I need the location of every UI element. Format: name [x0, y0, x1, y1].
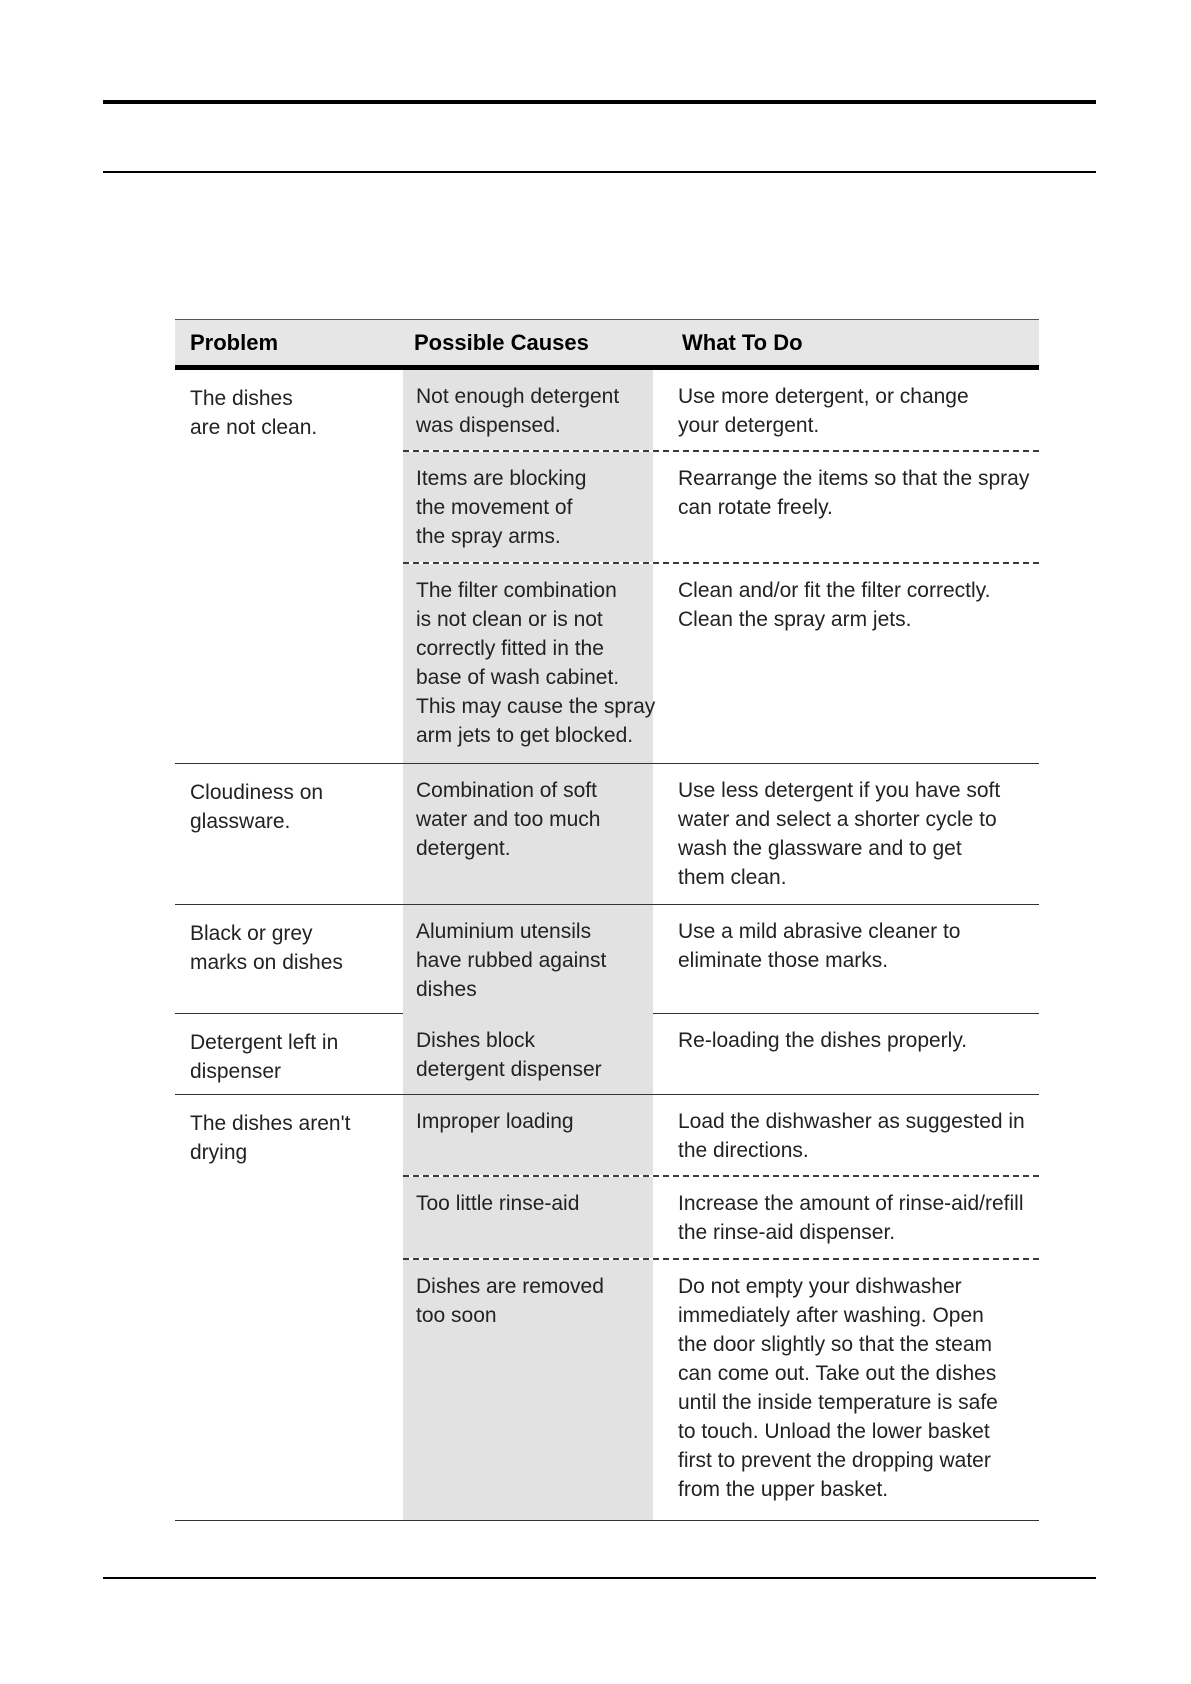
- header-possible-causes: Possible Causes: [414, 329, 589, 355]
- cause-text: water and too much: [416, 808, 601, 831]
- todo-cell: [653, 370, 1039, 450]
- todo-text: Clean and/or fit the filter correctly.: [678, 579, 991, 602]
- header-what-to-do: What To Do: [682, 329, 803, 355]
- problem-text: Black or grey: [190, 922, 313, 945]
- cause-text: is not clean or is not: [416, 608, 603, 631]
- todo-cell: [653, 1095, 1039, 1175]
- todo-text: Rearrange the items so that the spray: [678, 467, 1030, 490]
- todo-text: from the upper basket.: [678, 1478, 889, 1501]
- cause-text: detergent dispenser: [416, 1058, 602, 1081]
- cause-text: correctly fitted in the: [416, 637, 604, 660]
- todo-text: to touch. Unload the lower basket: [678, 1420, 990, 1443]
- cause-text: The filter combination: [416, 579, 617, 602]
- problem-text: The dishes: [190, 387, 293, 410]
- cause-cell: [403, 564, 656, 763]
- cause-cell: [403, 1095, 653, 1175]
- problem-cell: [175, 905, 403, 1013]
- table-row: [403, 1095, 1039, 1175]
- todo-text: eliminate those marks.: [678, 949, 889, 972]
- cause-text: Dishes block: [416, 1029, 536, 1052]
- problem-text: dispenser: [190, 1060, 282, 1083]
- problem-text: are not clean.: [190, 416, 318, 439]
- cause-text: the movement of: [416, 496, 573, 519]
- problem-text: glassware.: [190, 810, 291, 833]
- todo-cell: [653, 1177, 1039, 1258]
- todo-text: first to prevent the dropping water: [678, 1449, 991, 1472]
- cause-cell: [403, 1014, 653, 1094]
- todo-text: Use more detergent, or change: [678, 385, 969, 408]
- cause-text: have rubbed against: [416, 949, 607, 972]
- todo-text: until the inside temperature is safe: [678, 1391, 998, 1414]
- cause-cell: [403, 1177, 653, 1258]
- problem-group: [175, 370, 1039, 764]
- problem-cell: [175, 1095, 403, 1520]
- cause-text: the spray arms.: [416, 525, 561, 548]
- table-row: [403, 905, 1039, 1014]
- cause-text: dishes: [416, 978, 477, 1001]
- cause-text: too soon: [416, 1304, 497, 1327]
- problem-group: [175, 1014, 1039, 1095]
- todo-cell: [653, 452, 1039, 562]
- table-header: [175, 320, 1039, 370]
- cause-text: Dishes are removed: [416, 1275, 604, 1298]
- table-row: [403, 1258, 1039, 1520]
- cause-text: Too little rinse-aid: [416, 1192, 580, 1215]
- todo-text: Use a mild abrasive cleaner to: [678, 920, 961, 943]
- todo-text: Do not empty your dishwasher: [678, 1275, 962, 1298]
- todo-text: the door slightly so that the steam: [678, 1333, 993, 1356]
- cause-text: detergent.: [416, 837, 511, 860]
- todo-text: water and select a shorter cycle to: [678, 808, 997, 831]
- todo-cell: [653, 564, 1039, 763]
- cause-cell: [403, 905, 653, 1014]
- todo-text: Load the dishwasher as suggested in: [678, 1110, 1025, 1133]
- header-rule: [103, 171, 1096, 173]
- todo-text: the directions.: [678, 1139, 809, 1162]
- cause-text: was dispensed.: [416, 414, 561, 437]
- problem-text: drying: [190, 1141, 248, 1164]
- cause-text: Aluminium utensils: [416, 920, 592, 943]
- problem-text: Detergent left in: [190, 1031, 339, 1054]
- todo-text: Use less detergent if you have soft: [678, 779, 1001, 802]
- table-row: [403, 450, 1039, 562]
- cause-text: base of wash cabinet.: [416, 666, 620, 689]
- table-row: [403, 764, 1039, 904]
- header-problem: Problem: [190, 329, 279, 355]
- cause-cell: [403, 370, 653, 450]
- troubleshooting-table: [175, 319, 1039, 1521]
- table-row: [403, 1175, 1039, 1258]
- table-row: [403, 1014, 1039, 1094]
- todo-text: Increase the amount of rinse-aid/refill: [678, 1192, 1024, 1215]
- cause-text: This may cause the spray: [416, 695, 656, 718]
- problem-text: Cloudiness on: [190, 781, 324, 804]
- table-row: [403, 562, 1039, 763]
- cause-text: Combination of soft: [416, 779, 597, 802]
- cause-text: Items are blocking: [416, 467, 587, 490]
- todo-cell: [653, 1260, 1039, 1520]
- problem-text: The dishes aren't: [190, 1112, 351, 1135]
- footer-rule: [103, 1577, 1096, 1579]
- cause-text: Not enough detergent: [416, 385, 620, 408]
- todo-cell: [653, 905, 1039, 1014]
- todo-cell: [653, 764, 1039, 904]
- todo-text: can come out. Take out the dishes: [678, 1362, 997, 1385]
- problem-group: [175, 905, 1039, 1014]
- todo-text: Re-loading the dishes properly.: [678, 1029, 968, 1052]
- cause-text: arm jets to get blocked.: [416, 724, 634, 747]
- cause-cell: [403, 452, 653, 562]
- top-rule: [103, 100, 1096, 104]
- todo-text: wash the glassware and to get: [678, 837, 962, 860]
- problem-text: marks on dishes: [190, 951, 343, 974]
- todo-text: Clean the spray arm jets.: [678, 608, 912, 631]
- cause-cell: [403, 764, 653, 904]
- problem-cell: [175, 764, 403, 904]
- table-row: [403, 370, 1039, 450]
- problem-group: [175, 764, 1039, 905]
- todo-text: can rotate freely.: [678, 496, 833, 519]
- todo-text: immediately after washing. Open: [678, 1304, 984, 1327]
- todo-text: your detergent.: [678, 414, 820, 437]
- todo-cell: [653, 1014, 1039, 1094]
- todo-text: the rinse-aid dispenser.: [678, 1221, 896, 1244]
- todo-text: them clean.: [678, 866, 787, 889]
- cause-cell: [403, 1260, 653, 1520]
- problem-cell: [175, 1014, 403, 1094]
- cause-text: Improper loading: [416, 1110, 574, 1133]
- problem-group: [175, 1095, 1039, 1521]
- problem-cell: [175, 370, 403, 763]
